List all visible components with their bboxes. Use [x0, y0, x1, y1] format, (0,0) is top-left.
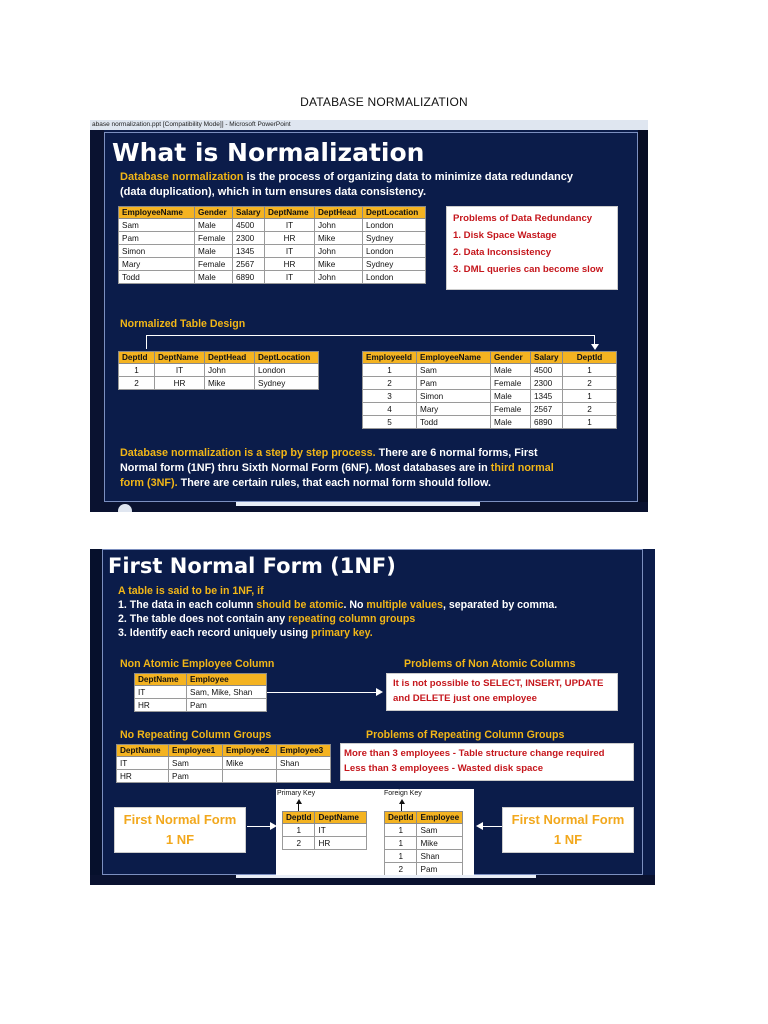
- table-cell: 1: [385, 837, 417, 850]
- table-cell: Male: [195, 245, 233, 258]
- table-header: DeptName: [155, 352, 205, 364]
- table-cell: 6890: [233, 271, 265, 284]
- table-cell: 4500: [233, 219, 265, 232]
- table-cell: Mike: [417, 837, 463, 850]
- table-cell: Simon: [119, 245, 195, 258]
- non-atomic-heading: Non Atomic Employee Column: [120, 658, 275, 670]
- primary-key-label: Primary Key: [277, 790, 316, 797]
- table-cell: [277, 770, 331, 783]
- problem-line: It is not possible to SELECT, INSERT, UPDATE: [393, 678, 604, 689]
- table-header: EmployeeName: [417, 352, 491, 364]
- rule-part: 2. The table does not contain any: [118, 613, 289, 625]
- foreign-key-label: Foreign Key: [384, 790, 422, 797]
- table-header: EmployeeName: [119, 207, 195, 219]
- table-cell: 2300: [531, 377, 563, 390]
- table-header: DeptId: [385, 812, 417, 824]
- table-cell: 6890: [531, 416, 563, 429]
- scroll-strip: [236, 875, 536, 878]
- table-header-row: [283, 812, 367, 824]
- first-normal-form-label-left: [114, 807, 246, 853]
- problems-data-redundancy-box: [446, 206, 618, 290]
- left-strip: [90, 130, 104, 512]
- arrow-line: [298, 803, 299, 811]
- table-cell: Sydney: [363, 232, 426, 245]
- table-row: [135, 686, 267, 699]
- circle-icon: [118, 504, 132, 512]
- table-cell: 2300: [233, 232, 265, 245]
- summary-part: There are 6 normal forms, First: [375, 447, 538, 459]
- table-header: DeptName: [117, 745, 169, 757]
- table-cell: IT: [265, 245, 315, 258]
- table-cell: IT: [135, 686, 187, 699]
- table-cell: HR: [155, 377, 205, 390]
- table-row: [117, 770, 331, 783]
- slide-bottom-bar: [90, 502, 648, 512]
- table-cell: Female: [491, 377, 531, 390]
- table-cell: Male: [195, 271, 233, 284]
- window-title-bar: abase normalization.ppt [Compatibility Mode]] - Microsoft PowerPoint: [90, 120, 648, 130]
- arrow-line: [401, 803, 402, 811]
- first-normal-form-label-right: [502, 807, 634, 853]
- table-row: [119, 271, 426, 284]
- table-cell: 1: [385, 824, 417, 837]
- scroll-strip: [236, 502, 480, 506]
- table-header: DeptName: [315, 812, 367, 824]
- table-row: [363, 403, 617, 416]
- nf-label-line2: 1 NF: [165, 832, 195, 847]
- table-row: [385, 837, 463, 850]
- table-row: [119, 245, 426, 258]
- table-row: [135, 699, 267, 712]
- table-cell: Pam: [417, 377, 491, 390]
- nf-emp-table: [384, 811, 463, 876]
- table-cell: Sam, Mike, Shan: [187, 686, 267, 699]
- table-cell: 2: [563, 377, 617, 390]
- table-header: Salary: [531, 352, 563, 364]
- slide-first-normal-form: [90, 549, 655, 885]
- table-cell: 2: [119, 377, 155, 390]
- table-header: DeptHead: [205, 352, 255, 364]
- table-cell: 2567: [531, 403, 563, 416]
- table-cell: John: [315, 219, 363, 232]
- table-row: [363, 377, 617, 390]
- problem-item: 2. Data Inconsistency: [453, 247, 552, 258]
- repeating-heading: No Repeating Column Groups: [120, 729, 272, 741]
- table-cell: HR: [265, 258, 315, 271]
- rule-part: 1. The data in each column: [118, 599, 257, 611]
- table-cell: London: [255, 364, 319, 377]
- table-header: DeptLocation: [363, 207, 426, 219]
- table-header: Employee1: [169, 745, 223, 757]
- table-cell: 2: [563, 403, 617, 416]
- summary-text: [120, 446, 636, 491]
- table-cell: Sydney: [363, 258, 426, 271]
- non-atomic-table: [134, 673, 267, 712]
- table-row: [119, 219, 426, 232]
- table-header: Employee3: [277, 745, 331, 757]
- table-cell: Female: [491, 403, 531, 416]
- table-cell: Male: [491, 364, 531, 377]
- table-cell: Simon: [417, 390, 491, 403]
- table-header-row: [385, 812, 463, 824]
- problem-line: Less than 3 employees - Wasted disk space: [344, 763, 544, 774]
- nf-label-line2: 1 NF: [553, 832, 583, 847]
- problem-item: 1. Disk Space Wastage: [453, 230, 557, 241]
- table-cell: IT: [265, 271, 315, 284]
- intro-text: [120, 170, 640, 200]
- nf-label-line1: First Normal Form: [511, 812, 625, 827]
- table-header: DeptId: [283, 812, 315, 824]
- table-cell: Todd: [417, 416, 491, 429]
- summary-part: There are certain rules, that each normal form should follow.: [177, 477, 491, 489]
- rule-highlight: primary key.: [311, 627, 373, 639]
- table-cell: Mary: [119, 258, 195, 271]
- problems-non-atomic-box: [386, 673, 618, 711]
- problem-line: and DELETE just one employee: [393, 693, 537, 704]
- table-cell: 1: [119, 364, 155, 377]
- table-cell: Shan: [417, 850, 463, 863]
- table-cell: 3: [363, 390, 417, 403]
- table-cell: Male: [491, 390, 531, 403]
- table-cell: HR: [265, 232, 315, 245]
- table-cell: London: [363, 271, 426, 284]
- slide-title: What is Normalization: [112, 138, 425, 167]
- table-cell: Male: [491, 416, 531, 429]
- table-row: [119, 232, 426, 245]
- table-cell: 1: [283, 824, 315, 837]
- table-cell: Female: [195, 258, 233, 271]
- table-header: DeptHead: [315, 207, 363, 219]
- problem-item: 3. DML queries can become slow: [453, 264, 604, 275]
- problems-non-atomic-heading: Problems of Non Atomic Columns: [404, 658, 576, 670]
- table-cell: 1: [363, 364, 417, 377]
- relation-arrow-line: [146, 335, 594, 336]
- table-cell: Pam: [169, 770, 223, 783]
- table-cell: Mike: [223, 757, 277, 770]
- table-row: [117, 757, 331, 770]
- intro-line2: (data duplication), which in turn ensures data consistency.: [120, 186, 427, 198]
- rule-part: 3. Identify each record uniquely using: [118, 627, 312, 639]
- dept-table: [118, 351, 319, 390]
- table-header-row: [119, 207, 426, 219]
- table-header: DeptName: [265, 207, 315, 219]
- problems-repeating-box: [340, 743, 634, 781]
- slide-what-is-normalization: [90, 120, 648, 512]
- table-cell: Pam: [417, 863, 463, 876]
- arrow-line: [267, 692, 377, 693]
- nf-label-line1: First Normal Form: [123, 812, 237, 827]
- table-cell: Female: [195, 232, 233, 245]
- table-cell: IT: [315, 824, 367, 837]
- table-row: [119, 377, 319, 390]
- relation-arrow-line: [146, 335, 147, 349]
- rule-highlight: should be atomic: [256, 599, 344, 611]
- table-cell: 4500: [531, 364, 563, 377]
- table-header: Employee: [187, 674, 267, 686]
- table-header: DeptLocation: [255, 352, 319, 364]
- summary-highlight: third normal: [490, 462, 554, 474]
- summary-highlight: form (3NF).: [120, 477, 178, 489]
- table-cell: 1345: [233, 245, 265, 258]
- problems-repeating-heading: Problems of Repeating Column Groups: [366, 729, 565, 741]
- table-cell: HR: [315, 837, 367, 850]
- table-cell: John: [205, 364, 255, 377]
- rules-heading: A table is said to be in 1NF, if: [118, 585, 264, 597]
- table-cell: Sam: [119, 219, 195, 232]
- table-cell: Mary: [417, 403, 491, 416]
- arrow-up-icon: [399, 799, 405, 804]
- table-cell: Sydney: [255, 377, 319, 390]
- table-cell: London: [363, 219, 426, 232]
- table-cell: 2: [385, 863, 417, 876]
- table-cell: 1: [385, 850, 417, 863]
- table-row: [119, 364, 319, 377]
- arrow-right-icon: [376, 688, 383, 696]
- table-cell: Sam: [417, 824, 463, 837]
- table-header: DeptId: [563, 352, 617, 364]
- arrow-line: [247, 826, 271, 827]
- table-cell: HR: [135, 699, 187, 712]
- table-header-row: [363, 352, 617, 364]
- table-header-row: [119, 352, 319, 364]
- table-cell: John: [315, 245, 363, 258]
- table-cell: Male: [195, 219, 233, 232]
- table-cell: 1345: [531, 390, 563, 403]
- problem-line: More than 3 employees - Table structure change required: [344, 748, 605, 759]
- table-cell: HR: [117, 770, 169, 783]
- table-cell: [223, 770, 277, 783]
- table-row: [119, 258, 426, 271]
- repeating-table: [116, 744, 331, 783]
- intro-highlight: Database normalization: [120, 171, 244, 183]
- table-row: [385, 824, 463, 837]
- rules-text: [118, 584, 648, 640]
- table-cell: 2: [363, 377, 417, 390]
- table-row: [385, 850, 463, 863]
- slide-title: First Normal Form (1NF): [108, 554, 396, 578]
- table-cell: Pam: [119, 232, 195, 245]
- summary-highlight: Database normalization is a step by step process.: [120, 447, 376, 459]
- table-header-row: [135, 674, 267, 686]
- table-row: [363, 390, 617, 403]
- table-header: Employee2: [223, 745, 277, 757]
- table-header: EmployeeId: [363, 352, 417, 364]
- problems-title: Problems of Data Redundancy: [453, 213, 593, 224]
- rule-part: . No: [343, 599, 367, 611]
- table-cell: IT: [265, 219, 315, 232]
- arrow-down-icon: [591, 344, 599, 350]
- table-cell: 5: [363, 416, 417, 429]
- table-header: Gender: [491, 352, 531, 364]
- table-cell: Todd: [119, 271, 195, 284]
- table-cell: 1: [563, 390, 617, 403]
- table-cell: 1: [563, 416, 617, 429]
- table-cell: Mike: [205, 377, 255, 390]
- rule-highlight: multiple values: [366, 599, 443, 611]
- left-strip: [90, 549, 102, 885]
- normalized-heading: Normalized Table Design: [120, 318, 246, 330]
- summary-part: Normal form (1NF) thru Sixth Normal Form (6NF). Most databases are in: [120, 462, 491, 474]
- document-title: DATABASE NORMALIZATION: [300, 95, 468, 109]
- employee-table: [118, 206, 426, 284]
- table-cell: London: [363, 245, 426, 258]
- arrow-up-icon: [296, 799, 302, 804]
- nf-dept-table: [282, 811, 367, 850]
- rule-part: , separated by comma.: [442, 599, 558, 611]
- table-cell: Pam: [187, 699, 267, 712]
- table-row: [283, 824, 367, 837]
- table-row: [385, 863, 463, 876]
- table-row: [363, 416, 617, 429]
- table-row: [363, 364, 617, 377]
- table-cell: 1: [563, 364, 617, 377]
- table-cell: Sam: [169, 757, 223, 770]
- intro-rest: is the process of organizing data to minimize data redundancy: [243, 171, 573, 183]
- table-header: DeptId: [119, 352, 155, 364]
- arrow-line: [482, 826, 502, 827]
- emp-table: [362, 351, 617, 429]
- rule-highlight: repeating column groups: [288, 613, 416, 625]
- table-cell: IT: [117, 757, 169, 770]
- table-cell: John: [315, 271, 363, 284]
- table-cell: 2: [283, 837, 315, 850]
- table-row: [283, 837, 367, 850]
- table-cell: Shan: [277, 757, 331, 770]
- table-header: DeptName: [135, 674, 187, 686]
- table-cell: 2567: [233, 258, 265, 271]
- table-cell: Mike: [315, 258, 363, 271]
- table-cell: Sam: [417, 364, 491, 377]
- table-cell: 4: [363, 403, 417, 416]
- table-header: Employee: [417, 812, 463, 824]
- table-header: Gender: [195, 207, 233, 219]
- table-cell: IT: [155, 364, 205, 377]
- table-header: Salary: [233, 207, 265, 219]
- slide-bottom-bar: [90, 875, 655, 885]
- table-header-row: [117, 745, 331, 757]
- table-cell: Mike: [315, 232, 363, 245]
